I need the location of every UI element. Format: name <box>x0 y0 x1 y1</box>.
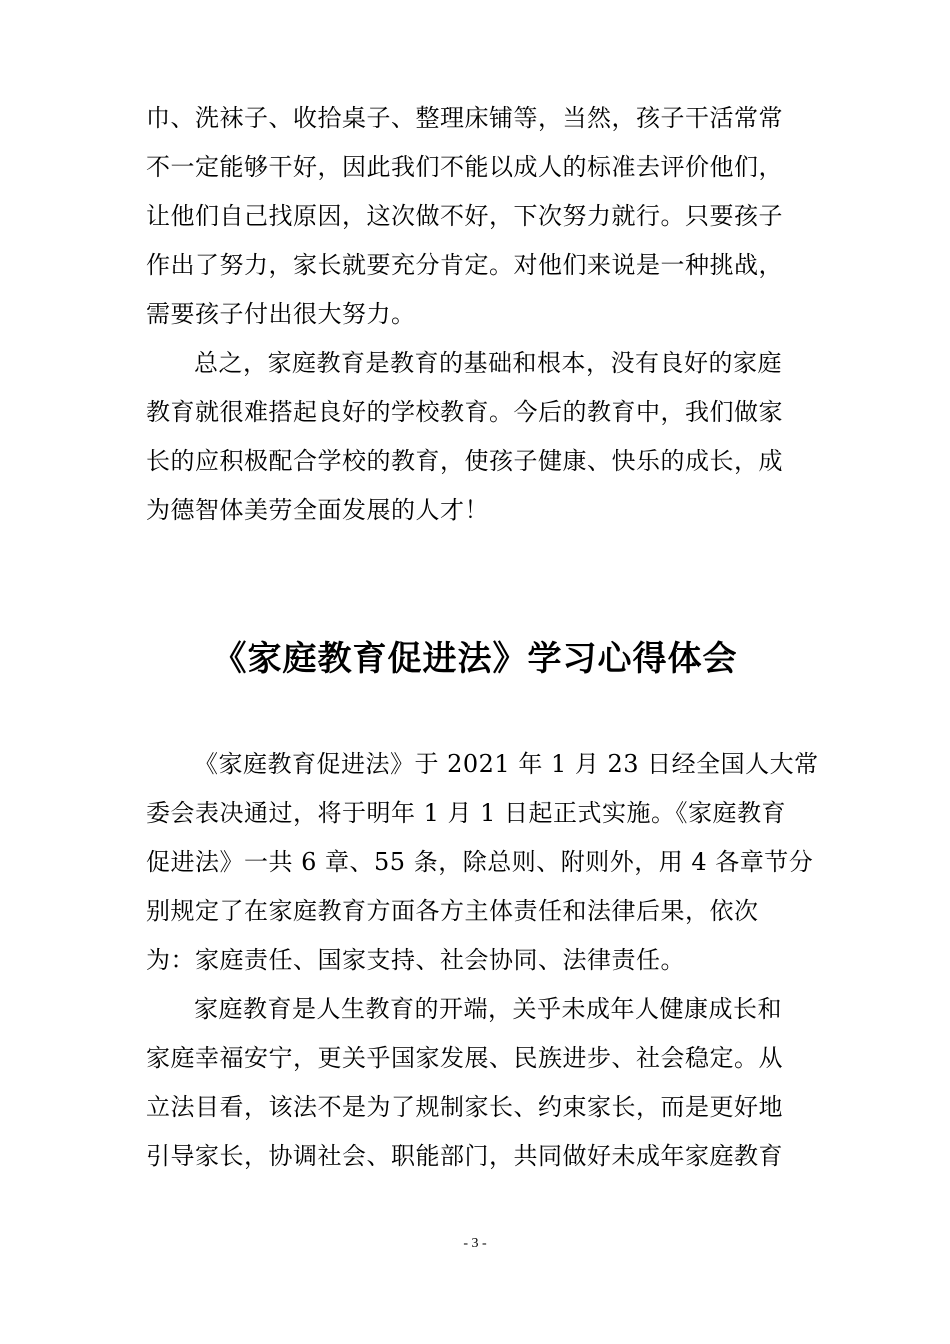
text-line: 总之，家庭教育是教育的基础和根本，没有良好的家庭 <box>194 349 782 377</box>
text-line: 委会表决通过，将于明年 1 月 1 日起正式实施。《家庭教育 <box>146 799 787 827</box>
text-line: 作出了努力，家长就要充分肯定。对他们来说是一种挑战， <box>146 251 783 279</box>
text-line: 别规定了在家庭教育方面各方主体责任和法律后果，依次 <box>146 897 759 925</box>
text-line: 家庭幸福安宁，更关乎国家发展、民族进步、社会稳定。从 <box>146 1044 783 1072</box>
text-line: 不一定能够干好，因此我们不能以成人的标准去评价他们， <box>146 153 783 181</box>
bottom-text-section <box>146 740 819 1181</box>
paragraph-conclusion <box>146 339 808 535</box>
paragraph-significance <box>146 985 808 1181</box>
section-heading: 《家庭教育促进法》学习心得体会 <box>212 639 738 679</box>
text-line: 长的应积极配合学校的教育，使孩子健康、快乐的成长，成 <box>146 447 783 475</box>
text-line: 需要孩子付出很大努力。 <box>146 300 416 328</box>
top-text-section <box>146 94 808 535</box>
text-line: 巾、洗袜子、收拾桌子、整理床铺等，当然，孩子干活常常 <box>146 104 783 132</box>
text-line: 引导家长，协调社会、职能部门，共同做好未成年家庭教育 <box>146 1142 783 1170</box>
text-line: 教育就很难搭起良好的学校教育。今后的教育中，我们做家 <box>146 398 783 426</box>
text-line: 为：家庭责任、国家支持、社会协同、法律责任。 <box>146 946 685 974</box>
text-line: 家庭教育是人生教育的开端，关乎未成年人健康成长和 <box>194 995 782 1023</box>
text-line: 《家庭教育促进法》于 2021 年 1 月 23 日经全国人大常 <box>194 750 819 778</box>
page-number: - 3 - <box>463 1236 487 1251</box>
paragraph-continuation <box>146 94 808 339</box>
text-line: 促进法》一共 6 章、55 条，除总则、附则外，用 4 各章节分 <box>146 848 814 876</box>
text-line: 让他们自己找原因，这次做不好，下次努力就行。只要孩子 <box>146 202 783 230</box>
paragraph-intro <box>146 740 819 985</box>
text-line: 立法目看，该法不是为了规制家长、约束家长，而是更好地 <box>146 1093 783 1121</box>
text-line: 为德智体美劳全面发展的人才！ <box>146 496 489 524</box>
